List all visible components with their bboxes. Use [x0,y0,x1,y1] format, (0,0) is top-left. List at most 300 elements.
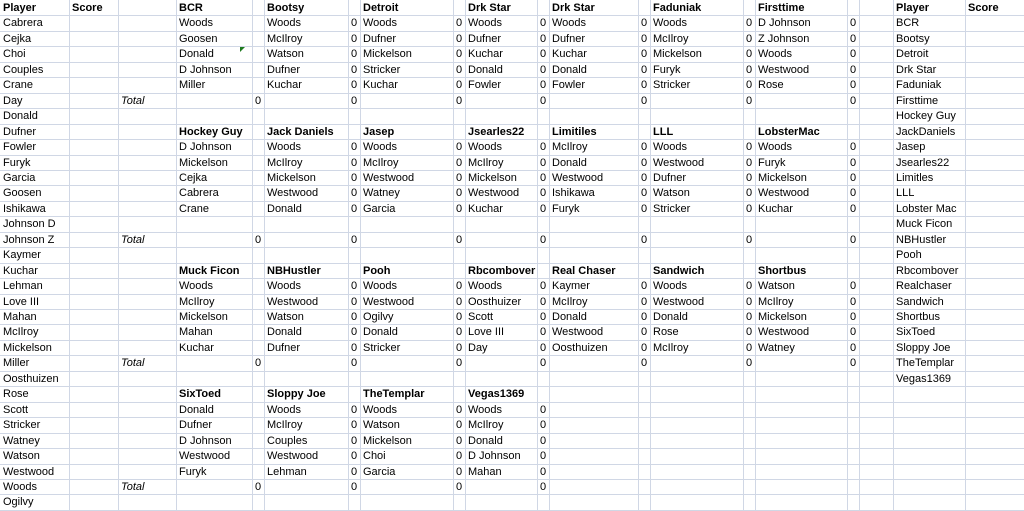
player-name-cell[interactable]: Kuchar [3,265,38,277]
pick-player-cell[interactable]: Donald [267,326,302,338]
team-total-cell[interactable]: 0 [255,357,262,369]
player-name-cell[interactable]: Dufner [3,126,37,138]
pick-player-cell[interactable]: Woods [468,141,503,153]
pick-player-cell[interactable]: Mahan [468,466,502,478]
team-header[interactable]: Faduniak [653,2,702,14]
player-name-cell[interactable]: Love III [3,296,40,308]
pick-score-cell[interactable]: 0 [746,326,753,338]
pick-player-cell[interactable]: Fowler [468,79,502,91]
player-name-cell[interactable]: Rose [3,388,29,400]
team-total-cell[interactable]: 0 [351,357,358,369]
pick-score-cell[interactable] [252,202,264,217]
pick-player-cell[interactable]: Watney [363,187,400,199]
pick-score-cell[interactable]: 0 [456,33,463,45]
pick-player-cell[interactable]: Crane [179,203,209,215]
team-header[interactable]: Pooh [363,265,391,277]
pick-score-cell[interactable]: 0 [456,326,463,338]
pick-score-cell[interactable]: 0 [351,64,358,76]
pick-score-cell[interactable]: 0 [540,435,547,447]
pick-score-cell[interactable]: 0 [456,17,463,29]
team-name-cell[interactable]: Sloppy Joe [896,342,951,354]
team-name-cell[interactable]: Pooh [896,249,922,261]
player-name-cell[interactable]: Cabrera [3,17,43,29]
team-total-cell[interactable]: 0 [255,95,262,107]
pick-score-cell[interactable]: 0 [850,296,857,308]
pick-player-cell[interactable]: McIlroy [758,296,794,308]
pick-player-cell[interactable]: Goosen [179,33,218,45]
pick-score-cell[interactable]: 0 [351,419,358,431]
pick-score-cell[interactable]: 0 [456,172,463,184]
pick-player-cell[interactable]: Oosthuizen [552,342,608,354]
pick-score-cell[interactable]: 0 [641,203,648,215]
pick-score-cell[interactable]: 0 [351,466,358,478]
pick-score-cell[interactable]: 0 [351,311,358,323]
pick-player-cell[interactable]: Donald [179,404,214,416]
team-header[interactable]: Vegas1369 [468,388,525,400]
pick-player-cell[interactable]: Westwood [267,187,319,199]
pick-player-cell[interactable]: Couples [267,435,308,447]
team-header[interactable]: BCR [179,2,203,14]
pick-score-cell[interactable] [252,156,264,171]
pick-score-cell[interactable]: 0 [456,157,463,169]
team-header[interactable]: LobsterMac [758,126,820,138]
pick-score-cell[interactable]: 0 [641,33,648,45]
pick-player-cell[interactable]: Mickelson [267,172,316,184]
player-name-cell[interactable]: Woods [3,481,38,493]
pick-player-cell[interactable]: Furyk [552,203,580,215]
team-name-cell[interactable]: Muck Ficon [896,218,953,230]
player-name-cell[interactable]: Miller [3,357,30,369]
pick-player-cell[interactable]: Westwood [653,296,705,308]
pick-score-cell[interactable] [252,16,264,31]
pick-score-cell[interactable]: 0 [746,79,753,91]
pick-player-cell[interactable]: Garcia [363,203,396,215]
team-name-cell[interactable]: Rbcombover [896,265,959,277]
pick-score-cell[interactable]: 0 [850,326,857,338]
team-header[interactable]: Sandwich [653,265,705,277]
pick-score-cell[interactable]: 0 [351,79,358,91]
pick-player-cell[interactable]: Donald [552,157,587,169]
pick-score-cell[interactable]: 0 [641,296,648,308]
pick-player-cell[interactable]: D Johnson [179,141,232,153]
pick-player-cell[interactable]: Love III [468,326,505,338]
pick-player-cell[interactable]: Woods [758,141,793,153]
team-total-cell[interactable]: 0 [351,95,358,107]
team-name-cell[interactable]: LLL [896,187,915,199]
pick-player-cell[interactable]: Westwood [552,172,604,184]
player-name-cell[interactable]: Donald [3,110,38,122]
pick-score-cell[interactable]: 0 [456,466,463,478]
team-total-cell[interactable]: 0 [255,481,262,493]
pick-player-cell[interactable]: Dufner [267,342,301,354]
team-name-cell[interactable]: Detroit [896,48,929,60]
pick-player-cell[interactable]: Stricker [363,342,401,354]
pick-score-cell[interactable]: 0 [456,79,463,91]
pick-score-cell[interactable]: 0 [351,296,358,308]
pick-score-cell[interactable]: 0 [850,311,857,323]
pick-player-cell[interactable]: Dufner [179,419,213,431]
team-total-cell[interactable]: 0 [456,481,463,493]
pick-score-cell[interactable]: 0 [456,342,463,354]
pick-score-cell[interactable]: 0 [456,311,463,323]
pick-score-cell[interactable]: 0 [540,296,547,308]
pick-score-cell[interactable] [252,171,264,186]
pick-player-cell[interactable]: Woods [267,17,302,29]
pick-score-cell[interactable]: 0 [540,450,547,462]
team-name-cell[interactable]: Lobster Mac [896,203,957,215]
pick-score-cell[interactable] [252,63,264,78]
pick-player-cell[interactable]: Woods [179,17,214,29]
player-name-cell[interactable]: Crane [3,79,33,91]
pick-player-cell[interactable]: Westwood [363,172,415,184]
pick-player-cell[interactable]: Mickelson [758,172,807,184]
team-header[interactable]: Bootsy [267,2,305,14]
player-name-cell[interactable]: Couples [3,64,44,76]
team-header[interactable]: Sloppy Joe [267,388,326,400]
pick-score-cell[interactable] [252,341,264,356]
pick-player-cell[interactable]: Donald [179,48,214,60]
pick-player-cell[interactable]: Woods [267,404,302,416]
pick-score-cell[interactable] [252,295,264,310]
team-total-cell[interactable]: 0 [746,357,753,369]
pick-score-cell[interactable] [252,418,264,433]
team-header[interactable]: NBHustler [267,265,321,277]
pick-player-cell[interactable]: Donald [552,64,587,76]
pick-player-cell[interactable]: Scott [468,311,494,323]
pick-score-cell[interactable]: 0 [351,450,358,462]
pick-player-cell[interactable]: Westwood [468,187,520,199]
pick-score-cell[interactable]: 0 [641,79,648,91]
team-header[interactable]: Jsearles22 [468,126,525,138]
pick-player-cell[interactable]: Watson [267,48,304,60]
pick-score-cell[interactable]: 0 [456,141,463,153]
team-total-cell[interactable]: 0 [641,95,648,107]
pick-score-cell[interactable]: 0 [641,326,648,338]
player-name-cell[interactable]: Mahan [3,311,37,323]
pick-player-cell[interactable]: McIlroy [267,33,303,45]
pick-player-cell[interactable]: McIlroy [363,157,399,169]
team-name-cell[interactable]: Limitles [896,172,934,184]
total-label[interactable]: Total [121,481,145,493]
player-name-cell[interactable]: Lehman [3,280,43,292]
pick-score-cell[interactable]: 0 [850,157,857,169]
pick-player-cell[interactable]: Mickelson [363,435,412,447]
pick-score-cell[interactable]: 0 [540,466,547,478]
pick-score-cell[interactable]: 0 [746,342,753,354]
pick-score-cell[interactable]: 0 [540,419,547,431]
pick-score-cell[interactable]: 0 [641,187,648,199]
team-total-cell[interactable]: 0 [351,481,358,493]
team-name-cell[interactable]: SixToed [896,326,936,338]
player-name-cell[interactable]: Garcia [3,172,36,184]
player-name-cell[interactable]: Ishikawa [3,203,46,215]
team-total-cell[interactable]: 0 [540,357,547,369]
pick-player-cell[interactable]: Westwood [179,450,231,462]
team-header[interactable]: Jasep [363,126,395,138]
pick-player-cell[interactable]: Kuchar [758,203,793,215]
pick-player-cell[interactable]: D Johnson [179,64,232,76]
pick-score-cell[interactable]: 0 [641,311,648,323]
pick-score-cell[interactable]: 0 [351,172,358,184]
player-name-cell[interactable]: Furyk [3,157,31,169]
team-name-cell[interactable]: NBHustler [896,234,947,246]
player-name-cell[interactable]: McIlroy [3,326,39,338]
team-name-cell[interactable]: Firsttime [896,95,939,107]
pick-player-cell[interactable]: Mickelson [179,311,228,323]
pick-score-cell[interactable]: 0 [641,141,648,153]
pick-score-cell[interactable]: 0 [351,280,358,292]
team-header[interactable]: Hockey Guy [179,126,243,138]
pick-player-cell[interactable]: Woods [363,141,398,153]
pick-score-cell[interactable]: 0 [850,64,857,76]
team-header[interactable]: LLL [653,126,674,138]
pick-player-cell[interactable]: Ogilvy [363,311,394,323]
pick-score-cell[interactable]: 0 [746,33,753,45]
pick-player-cell[interactable]: McIlroy [267,419,303,431]
pick-player-cell[interactable]: Stricker [363,64,401,76]
team-total-cell[interactable]: 0 [456,357,463,369]
team-total-cell[interactable]: 0 [746,234,753,246]
pick-score-cell[interactable]: 0 [540,326,547,338]
pick-score-cell[interactable]: 0 [351,17,358,29]
pick-player-cell[interactable]: Mickelson [653,48,702,60]
player-name-cell[interactable]: Cejka [3,33,32,45]
pick-score-cell[interactable]: 0 [351,187,358,199]
pick-score-cell[interactable]: 0 [746,172,753,184]
pick-player-cell[interactable]: Woods [267,280,302,292]
team-name-cell[interactable]: TheTemplar [896,357,955,369]
pick-player-cell[interactable]: Woods [363,404,398,416]
team-name-cell[interactable]: BCR [896,17,920,29]
pick-player-cell[interactable]: Rose [653,326,679,338]
pick-player-cell[interactable]: Watney [758,342,795,354]
pick-player-cell[interactable]: McIlroy [552,141,588,153]
pick-player-cell[interactable]: Fowler [552,79,586,91]
player-name-cell[interactable]: Westwood [3,466,55,478]
pick-player-cell[interactable]: Westwood [758,326,810,338]
pick-player-cell[interactable]: D Johnson [179,435,232,447]
pick-score-cell[interactable] [252,186,264,201]
pick-score-cell[interactable]: 0 [351,203,358,215]
pick-player-cell[interactable]: Cabrera [179,187,219,199]
team-name-cell[interactable]: Sandwich [896,296,944,308]
pick-score-cell[interactable]: 0 [641,157,648,169]
pick-player-cell[interactable]: Kuchar [468,203,503,215]
player-name-cell[interactable]: Choi [3,48,26,60]
team-total-cell[interactable]: 0 [456,95,463,107]
pick-score-cell[interactable]: 0 [641,17,648,29]
pick-score-cell[interactable] [252,47,264,62]
pick-score-cell[interactable]: 0 [456,404,463,416]
pick-score-cell[interactable] [252,279,264,294]
player-name-cell[interactable]: Fowler [3,141,37,153]
team-total-cell[interactable]: 0 [641,357,648,369]
pick-player-cell[interactable]: Woods [468,17,503,29]
pick-player-cell[interactable]: Ishikawa [552,187,595,199]
pick-player-cell[interactable]: D Johnson [758,17,811,29]
pick-score-cell[interactable]: 0 [351,342,358,354]
pick-player-cell[interactable]: Cejka [179,172,208,184]
pick-player-cell[interactable]: Westwood [653,157,705,169]
team-header[interactable]: Drk Star [552,2,595,14]
pick-score-cell[interactable]: 0 [641,172,648,184]
pick-score-cell[interactable] [252,434,264,449]
team-total-cell[interactable]: 0 [850,234,857,246]
pick-player-cell[interactable]: Donald [653,311,688,323]
pick-player-cell[interactable]: Z Johnson [758,33,810,45]
pick-score-cell[interactable]: 0 [456,419,463,431]
pick-player-cell[interactable]: McIlroy [267,157,303,169]
pick-player-cell[interactable]: Westwood [267,450,319,462]
pick-player-cell[interactable]: Watson [758,280,795,292]
pick-score-cell[interactable] [252,140,264,155]
pick-score-cell[interactable]: 0 [746,17,753,29]
pick-score-cell[interactable]: 0 [351,404,358,416]
pick-player-cell[interactable]: Day [468,342,488,354]
pick-player-cell[interactable]: Dufner [363,33,397,45]
pick-player-cell[interactable]: Donald [363,326,398,338]
pick-score-cell[interactable]: 0 [641,280,648,292]
pick-player-cell[interactable]: Furyk [653,64,681,76]
pick-score-cell[interactable]: 0 [540,33,547,45]
pick-score-cell[interactable]: 0 [540,203,547,215]
pick-player-cell[interactable]: Mickelson [758,311,807,323]
pick-score-cell[interactable]: 0 [850,48,857,60]
pick-score-cell[interactable]: 0 [641,64,648,76]
total-label[interactable]: Total [121,357,145,369]
pick-player-cell[interactable]: Furyk [758,157,786,169]
column-header-player[interactable]: Player [3,2,37,14]
pick-score-cell[interactable]: 0 [850,187,857,199]
pick-score-cell[interactable]: 0 [540,187,547,199]
pick-player-cell[interactable]: Kuchar [179,342,214,354]
pick-player-cell[interactable]: Woods [363,17,398,29]
pick-score-cell[interactable]: 0 [746,203,753,215]
pick-score-cell[interactable]: 0 [641,342,648,354]
pick-player-cell[interactable]: Mickelson [363,48,412,60]
pick-score-cell[interactable]: 0 [540,17,547,29]
player-name-cell[interactable]: Watney [3,435,40,447]
team-name-cell[interactable]: Vegas1369 [896,373,952,385]
pick-score-cell[interactable] [252,78,264,93]
pick-score-cell[interactable]: 0 [351,141,358,153]
pick-player-cell[interactable]: McIlroy [653,342,689,354]
pick-score-cell[interactable]: 0 [850,79,857,91]
pick-player-cell[interactable]: Watson [267,311,304,323]
pick-score-cell[interactable]: 0 [456,48,463,60]
pick-score-cell[interactable] [252,310,264,325]
pick-player-cell[interactable]: Garcia [363,466,396,478]
pick-score-cell[interactable]: 0 [456,64,463,76]
pick-player-cell[interactable]: McIlroy [468,157,504,169]
pick-player-cell[interactable]: Dufner [653,172,687,184]
pick-player-cell[interactable]: Stricker [653,203,691,215]
pick-score-cell[interactable]: 0 [540,404,547,416]
pick-score-cell[interactable]: 0 [351,157,358,169]
team-total-cell[interactable]: 0 [850,357,857,369]
pick-score-cell[interactable]: 0 [456,435,463,447]
pick-player-cell[interactable]: Westwood [552,326,604,338]
pick-player-cell[interactable]: Donald [468,64,503,76]
pick-player-cell[interactable]: Woods [468,404,503,416]
total-label[interactable]: Total [121,234,145,246]
team-name-cell[interactable]: Bootsy [896,33,930,45]
pick-player-cell[interactable]: McIlroy [468,419,504,431]
pick-score-cell[interactable]: 0 [746,296,753,308]
player-name-cell[interactable]: Day [3,95,23,107]
pick-score-cell[interactable]: 0 [351,326,358,338]
pick-score-cell[interactable]: 0 [746,64,753,76]
pick-player-cell[interactable]: Mahan [179,326,213,338]
pick-player-cell[interactable]: Rose [758,79,784,91]
player-name-cell[interactable]: Oosthuizen [3,373,59,385]
pick-player-cell[interactable]: Kuchar [552,48,587,60]
pick-player-cell[interactable]: Kuchar [267,79,302,91]
pick-score-cell[interactable]: 0 [746,280,753,292]
player-name-cell[interactable]: Mickelson [3,342,52,354]
team-total-cell[interactable]: 0 [540,481,547,493]
pick-score-cell[interactable]: 0 [540,342,547,354]
team-total-cell[interactable]: 0 [641,234,648,246]
pick-score-cell[interactable]: 0 [456,280,463,292]
pick-player-cell[interactable]: Stricker [653,79,691,91]
team-name-cell[interactable]: Faduniak [896,79,942,91]
pick-score-cell[interactable] [252,449,264,464]
team-total-cell[interactable]: 0 [456,234,463,246]
pick-score-cell[interactable] [252,465,264,480]
pick-player-cell[interactable]: Watson [653,187,690,199]
pick-player-cell[interactable]: Mickelson [179,157,228,169]
total-label[interactable]: Total [121,95,145,107]
team-name-cell[interactable]: Jasep [896,141,926,153]
pick-player-cell[interactable]: Woods [552,17,587,29]
pick-score-cell[interactable]: 0 [456,450,463,462]
pick-score-cell[interactable]: 0 [746,157,753,169]
pick-player-cell[interactable]: Dufner [552,33,586,45]
pick-player-cell[interactable]: McIlroy [179,296,215,308]
pick-score-cell[interactable]: 0 [456,296,463,308]
pick-player-cell[interactable]: Donald [267,203,302,215]
pick-score-cell[interactable] [252,403,264,418]
pick-player-cell[interactable]: Dufner [468,33,502,45]
pick-score-cell[interactable]: 0 [850,172,857,184]
pick-player-cell[interactable]: Choi [363,450,386,462]
pick-score-cell[interactable]: 0 [850,17,857,29]
team-header[interactable]: Muck Ficon [179,265,240,277]
team-name-cell[interactable]: JackDaniels [896,126,956,138]
team-name-cell[interactable]: Realchaser [896,280,952,292]
pick-score-cell[interactable]: 0 [850,203,857,215]
column-header-score[interactable]: Score [72,2,103,14]
player-name-cell[interactable]: Johnson D [3,218,56,230]
pick-score-cell[interactable]: 0 [351,48,358,60]
pick-score-cell[interactable] [252,325,264,340]
pick-player-cell[interactable]: Woods [179,280,214,292]
column-header-player-right[interactable]: Player [896,2,930,14]
pick-player-cell[interactable]: D Johnson [468,450,521,462]
team-header[interactable]: Detroit [363,2,399,14]
pick-score-cell[interactable]: 0 [746,187,753,199]
team-header[interactable]: Firsttime [758,2,805,14]
pick-player-cell[interactable]: Mickelson [468,172,517,184]
pick-player-cell[interactable]: Kaymer [552,280,590,292]
pick-score-cell[interactable]: 0 [351,33,358,45]
pick-player-cell[interactable]: McIlroy [653,33,689,45]
pick-score-cell[interactable]: 0 [540,157,547,169]
team-name-cell[interactable]: Hockey Guy [896,110,956,122]
pick-player-cell[interactable]: Kuchar [363,79,398,91]
team-total-cell[interactable]: 0 [540,234,547,246]
